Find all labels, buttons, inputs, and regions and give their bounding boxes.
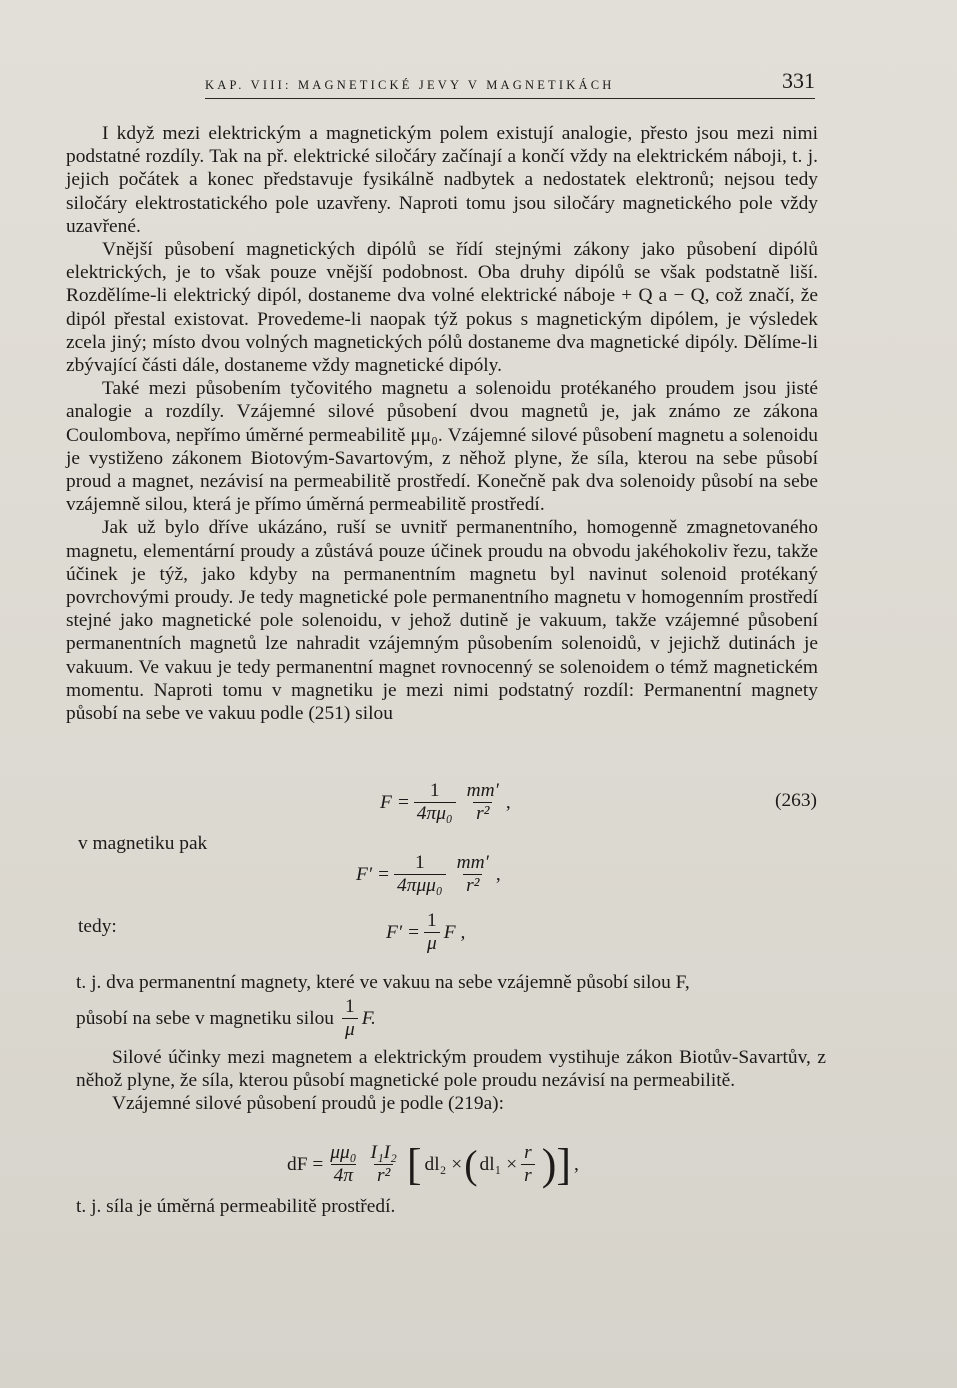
paragraph-analogies: I když mezi elektrickým a magnetickým polem existují analogie, přesto jsou mezi nimi podstatné rozdíly. Tak na př. elektrické siločáry začínají a končí vždy na elektrickém náboji, t. j. jejich počátek a konec představuje fysikálně nadbytek a nedostatek elektronů; nejsou tedy siločáry elektrostatického pole uzavřeny. Naproti tomu jsou siločáry magnetického pole vždy uzavřené.: [66, 123, 818, 237]
equation-df: dF = $\frac{\text{μμ₀}}{4\pi}$ $\frac{\text{I₁I₂}}{\text{r²}}$ [ dl₂ × ( dl₁ × $\frac{r}{r}$ )] ,: [287, 1139, 579, 1189]
running-title: KAP. VIII: MAGNETICKÉ JEVY V MAGNETIKÁCH: [205, 78, 615, 92]
line-pusobi-magnetiku: působí na sebe v magnetiku silou $\frac{1}{\mu}$ F.: [76, 996, 376, 1040]
label-tedy: tedy:: [78, 916, 117, 937]
line-final: t. j. síla je úměrná permeabilitě prostředí.: [76, 1196, 396, 1217]
paragraph-vzajemne-pusobeni: Vzájemné silové působení proudů je podle (219a):: [112, 1093, 505, 1115]
running-header: [205, 68, 815, 99]
paragraph-permanent-magnet: Jak už bylo dříve ukázáno, ruší se uvnitř permanentního, homogenně zmagnetovaného magnetu, elementární proudy a zůstává pouze účinek proudu na obvodu jakéhokoliv řezu, takže účinek je týž, jako kdyby na permanentním magnetu byl navinut solenoid protékaný povrchovými proudy. Je tedy magnetické pole permanentního magnetu v homogenním prostředí stejné jako magnetické pole solenoidu, v jehož dutině je vakuum, takže vzájemné působení permanentních magnetů lze nahradit vzájemným působením solenoidů, v jejichž dutinách je vakuum. Ve vakuu je tedy permanentní magnet rovnocenný se solenoidem o témž magnetickém momentu. Naproti tomu v magnetiku je mezi nimi podstatný rozdíl: Permanentní magnety působí na sebe ve vakuu podle (251) silou: [66, 517, 818, 725]
body-text: [66, 122, 818, 725]
equation-number-263: (263): [775, 790, 818, 811]
page-number: 331: [782, 68, 815, 93]
label-v-magnetiku: v magnetiku pak: [78, 833, 208, 854]
line-tj-permanent-magnets: t. j. dva permanentní magnety, které ve vakuu na sebe vzájemně působí silou F,: [76, 972, 690, 993]
paragraph-silove-ucinky: Silové účinky mezi magnetem a elektrickým proudem vystihuje zákon Biotův-Savartův, z něhož plyne, že síla, kterou působí magnetické pole proudu nezávisí na permeabilitě.: [76, 1047, 826, 1092]
paragraph-dipoles: Vnější působení magnetických dipólů se řídí stejnými zákony jako působení dipólů elektrických, je to však pouze vnější podobnost. Oba druhy dipólů se však podstatně liší. Rozdělíme-li elektrický dipól, dostaneme dva volné elektrické náboje + Q a − Q, což značí, že dipól přestal existovat. Provedeme-li naopak týž pokus s magnetickým dipólem, je výsledek zcela jiný; místo dvou volných magnetických pólů dostaneme dva magnetické dipóly. Dělíme-li zbývající části dále, dostaneme vždy magnetické dipóly.: [66, 239, 818, 377]
paragraph-magnet-solenoid: Také mezi působením tyčovitého magnetu a solenoidu protékaného proudem jsou jisté analogie a rozdíly. Vzájemné silové působení dvou magnetů je, jak známo ze zákona Coulombova, nepřímo úměrné permeabilitě μμ₀. Vzájemné silové působení magnetu a solenoidu je vystiženo zákonem Biotovým-Savartovým, z něhož plyne, že síla, kterou na sebe působí proud a magnet, nezávisí na permeabilitě prostředí. Konečně pak dva solenoidy působí na sebe vzájemně silou, která je přímo úměrná permeabilitě prostředí.: [66, 378, 818, 516]
paragraph-biot-savart-block: [76, 1046, 826, 1116]
equation-f-ratio: F′ = $\frac{1}{\mu}$ F ,: [386, 910, 466, 954]
equation-263: F = $\frac{1}{\text{4πμ₀}}$ $\frac{mm'}{\text{r²}}$ ,: [380, 780, 511, 824]
equation-f-prime: F′ = $\frac{1}{\text{4πμμ₀}}$ $\frac{mm'}{\text{r²}}$ ,: [356, 852, 501, 896]
